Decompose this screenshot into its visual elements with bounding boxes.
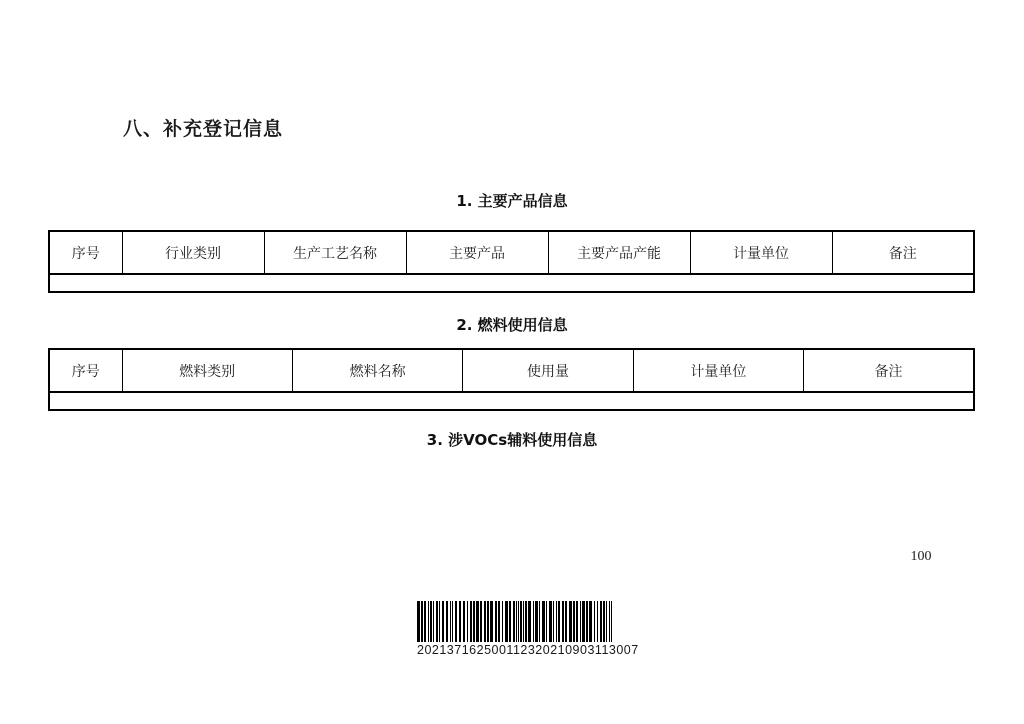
section-title-vocs-materials: 3. 涉VOCs辅料使用信息 — [426, 431, 598, 449]
column-header: 使用量 — [463, 349, 633, 392]
column-header: 备注 — [804, 349, 974, 392]
column-header: 序号 — [49, 231, 122, 274]
barcode-number: 202137162500112320210903113007 — [417, 643, 639, 657]
barcode-bars-image — [417, 601, 613, 642]
column-header: 计量单位 — [690, 231, 832, 274]
column-header: 备注 — [832, 231, 974, 274]
page-title: 八、补充登记信息 — [123, 118, 284, 140]
table-header-row — [49, 349, 974, 392]
table-header-row — [49, 231, 974, 274]
barcode — [417, 601, 639, 657]
empty-data-row — [49, 274, 974, 292]
main-products-table — [48, 230, 975, 293]
table-row — [49, 392, 974, 410]
section-title-main-products: 1. 主要产品信息 — [456, 192, 568, 210]
section-title-fuel-usage: 2. 燃料使用信息 — [456, 316, 568, 334]
column-header: 燃料类别 — [122, 349, 292, 392]
column-header: 计量单位 — [633, 349, 803, 392]
fuel-usage-table — [48, 348, 975, 411]
column-header: 主要产品 — [406, 231, 548, 274]
column-header: 行业类别 — [122, 231, 264, 274]
column-header: 燃料名称 — [292, 349, 462, 392]
column-header: 主要产品产能 — [548, 231, 690, 274]
table-row — [49, 274, 974, 292]
column-header: 生产工艺名称 — [264, 231, 406, 274]
empty-data-row — [49, 392, 974, 410]
column-header: 序号 — [49, 349, 122, 392]
page-number: 100 — [910, 549, 932, 564]
